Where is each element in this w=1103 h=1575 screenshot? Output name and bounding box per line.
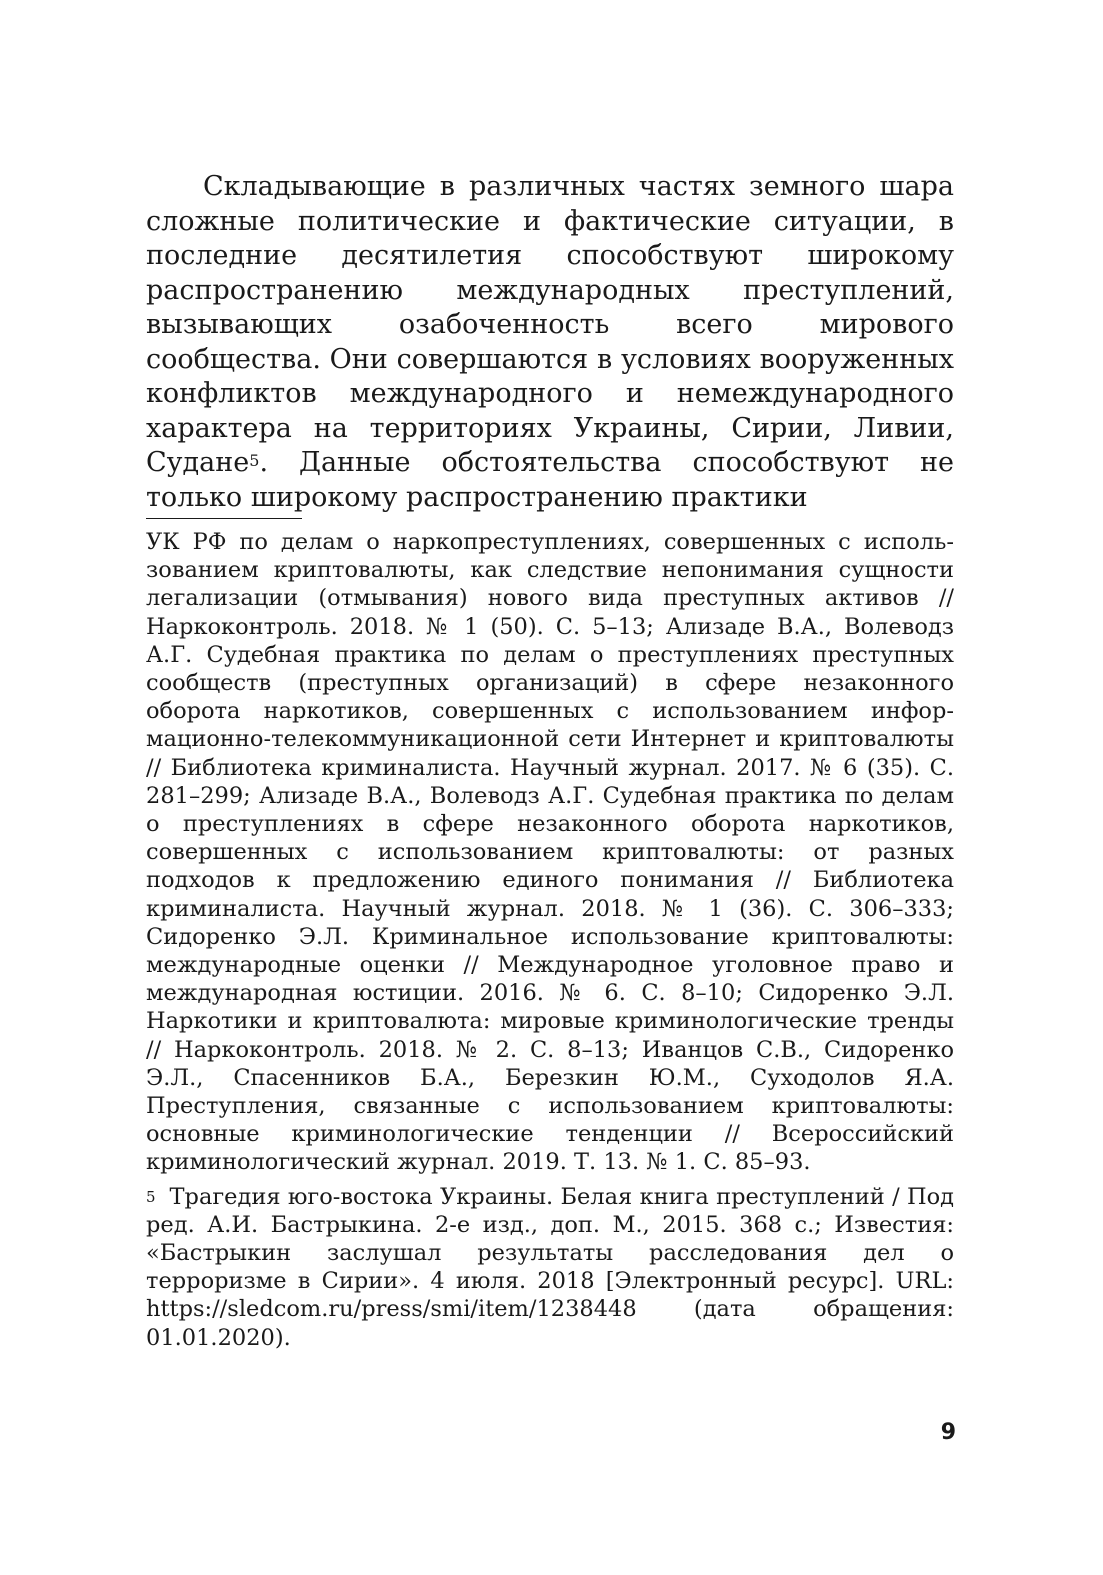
footnotes-block xyxy=(146,528,954,1352)
footnote-5 xyxy=(146,1183,954,1352)
main-text-part-1: Складывающие в различных частях земного шара сложные политические и фактические ситуации, в последние десятилетия способствуют широкому распространению международных преступлений, вызывающих озабоченность всего мирового сообщества. Они совершаются в условиях вооруженных конфликтов международного и немеждународного характера на территориях Украины, Сирии, Ливии, Судане xyxy=(146,171,954,478)
footnote-separator xyxy=(146,518,302,519)
footnote-5-number: 5 xyxy=(146,1187,156,1206)
footnote-reference-5[interactable]: 5 xyxy=(249,451,260,470)
footnote-continued: УК РФ по делам о наркопреступлениях, совершенных с использованием криптовалюты, как следствие непонимания сущности легализации (отмывания) нового вида преступных активов // Наркоконтроль. 2018. № 1 (50). С. 5–13; Ализаде В.А., Волеводз А.Г. Судебная практика по делам о преступлениях преступных сообществ (преступных организаций) в сфере незаконного оборота наркотиков, совершенных с использованием информационно-телекоммуникационной сети Интернет и криптовалюты // Библиотека криминалиста. Научный журнал. 2017. № 6 (35). С. 281–299; Ализаде В.А., Волеводз А.Г. Судебная практика по делам о преступлениях в сфере незаконного оборота наркотиков, совершенных с использованием криптовалюты: от разных подходов к предложению единого понимания // Библиотека криминалиста. Научный журнал. 2018. № 1 (36). С. 306–333; Сидоренко Э.Л. Криминальное использование криптовалюты: международные оценки // Международное уголовное право и международная юстиции. 2016. № 6. С. 8–10; Сидоренко Э.Л. Наркотики и криптовалюта: мировые криминологические тренды // Наркоконтроль. 2018. № 2. С. 8–13; Иванцов С.В., Сидоренко Э.Л., Спасенников Б.А., Березкин Ю.М., Суходолов Я.А. Преступления, связанные с использованием криптовалюты: основные криминологические тенденции // Всероссийский криминологический журнал. 2019. Т. 13. № 1. С. 85–93. xyxy=(146,529,954,1176)
page-number: 9 xyxy=(940,1420,956,1445)
main-paragraph xyxy=(146,170,954,515)
main-text-part-2: . Данные обстоятельства способствуют не только широкому распространению практики xyxy=(146,447,954,513)
footnote-5-text: Трагедия юго-востока Украины. Белая книга преступлений / Под ред. А.И. Бастрыкина. 2-е изд., доп. М., 2015. 368 с.; Известия: «Бастрыкин заслушал результаты расследования дел о терроризме в Сирии». 4 июля. 2018 [Электронный ресурс]. URL: https://sledcom.ru/press/smi/item/1238448 (дата обращения: 01.01.2020). xyxy=(146,1183,954,1351)
